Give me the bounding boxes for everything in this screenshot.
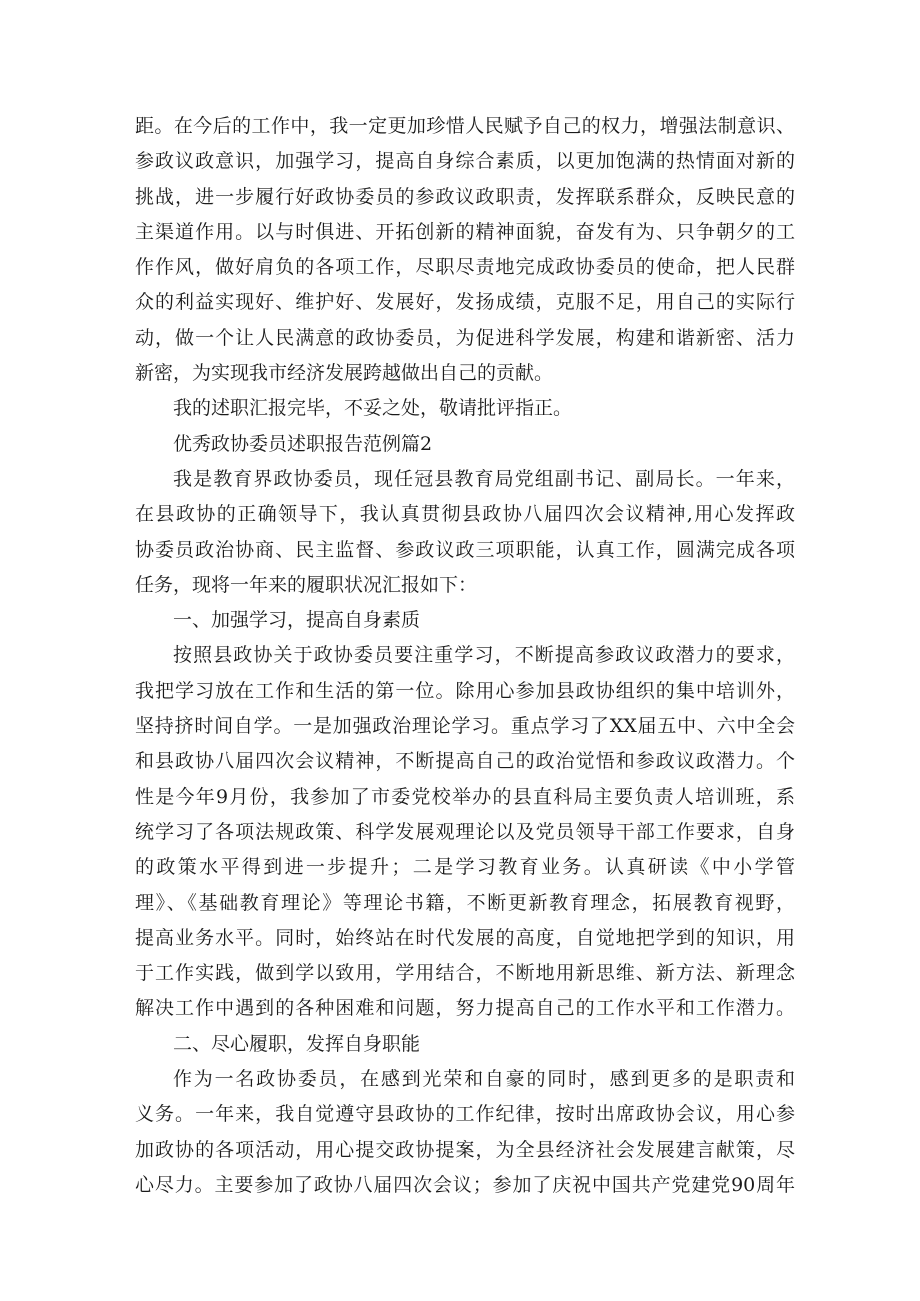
paragraph-line: 任务，现将一年来的履职状况汇报如下： [135, 573, 478, 596]
paragraph-line: 距。在今后的工作中，我一定更加珍惜人民赋予自己的权力，增强法制意识、 [135, 115, 795, 137]
paragraph-line: 新密，为实现我市经济发展跨越做出自己的贡献。 [135, 362, 554, 385]
section-title: 优秀政协委员述职报告范例篇2 [173, 432, 433, 455]
paragraph-line: 性是今年9月份，我参加了市委党校举办的县直科局主要负责人培训班，系 [135, 785, 795, 808]
paragraph-line: 我是教育界政协委员，现任冠县教育局党组副书记、副局长。一年来， [173, 467, 795, 490]
paragraph-line: 心尽力。主要参加了政协八届四次会议；参加了庆祝中国共产党建党90周年 [135, 1173, 795, 1196]
paragraph-line: 挑战，进一步履行好政协委员的参政议政职责，发挥联系群众，反映民意的 [135, 185, 795, 208]
subsection-heading: 一、加强学习，提高自身素质 [173, 609, 421, 632]
paragraph-line: 理》、《基础教育理论》等理论书籍，不断更新教育理念，拓展教育视野， [135, 891, 795, 914]
paragraph-line: 义务。一年来，我自觉遵守县政协的工作纪律，按时出席政协会议，用心参 [135, 1103, 795, 1126]
paragraph-line: 坚持挤时间自学。一是加强政治理论学习。重点学习了XX届五中、六中全会 [135, 715, 795, 738]
paragraph-line: 协委员政治协商、民主监督、参政议政三项职能，认真工作，圆满完成各项 [135, 538, 795, 561]
paragraph-line: 参政议政意识，加强学习，提高自身综合素质，以更加饱满的热情面对新的 [135, 150, 795, 173]
paragraph-line: 在县政协的正确领导下，我认真贯彻县政协八届四次会议精神,用心发挥政 [135, 503, 795, 526]
paragraph-line: 众的利益实现好、维护好、发展好，发扬成绩，克服不足，用自己的实际行 [135, 291, 795, 314]
paragraph-line: 统学习了各项法规政策、科学发展观理论以及党员领导干部工作要求，自身 [135, 820, 795, 843]
paragraph-line: 提高业务水平。同时，始终站在时代发展的高度，自觉地把学到的知识，用 [135, 926, 795, 949]
subsection-heading: 二、尽心履职，发挥自身职能 [173, 1032, 421, 1055]
paragraph-line: 动，做一个让人民满意的政协委员，为促进科学发展，构建和谐新密、活力 [135, 326, 795, 349]
paragraph-line: 主渠道作用。以与时俱进、开拓创新的精神面貌，奋发有为、只争朝夕的工 [135, 220, 795, 243]
paragraph-line: 按照县政协关于政协委员要注重学习，不断提高参政议政潜力的要求， [173, 644, 795, 667]
paragraph-line: 作为一名政协委员，在感到光荣和自豪的同时，感到更多的是职责和 [173, 1068, 795, 1091]
paragraph-line: 于工作实践，做到学以致用，学用结合，不断地用新思维、新方法、新理念 [135, 962, 795, 985]
paragraph-line: 和县政协八届四次会议精神，不断提高自己的政治觉悟和参政议政潜力。个 [135, 750, 795, 773]
paragraph-line: 的政策水平得到进一步提升；二是学习教育业务。认真研读《中小学管 [135, 856, 795, 879]
paragraph-line: 解决工作中遇到的各种困难和问题，努力提高自己的工作水平和工作潜力。 [135, 997, 795, 1020]
closing-sentence: 我的述职汇报完毕，不妥之处，敬请批评指正。 [173, 397, 573, 420]
paragraph-line: 加政协的各项活动，用心提交政协提案，为全县经济社会发展建言献策，尽 [135, 1138, 795, 1161]
paragraph-line: 我把学习放在工作和生活的第一位。除用心参加县政协组织的集中培训外， [135, 679, 795, 702]
document-body [135, 109, 795, 1203]
paragraph-line: 作作风，做好肩负的各项工作，尽职尽责地完成政协委员的使命，把人民群 [135, 256, 795, 279]
